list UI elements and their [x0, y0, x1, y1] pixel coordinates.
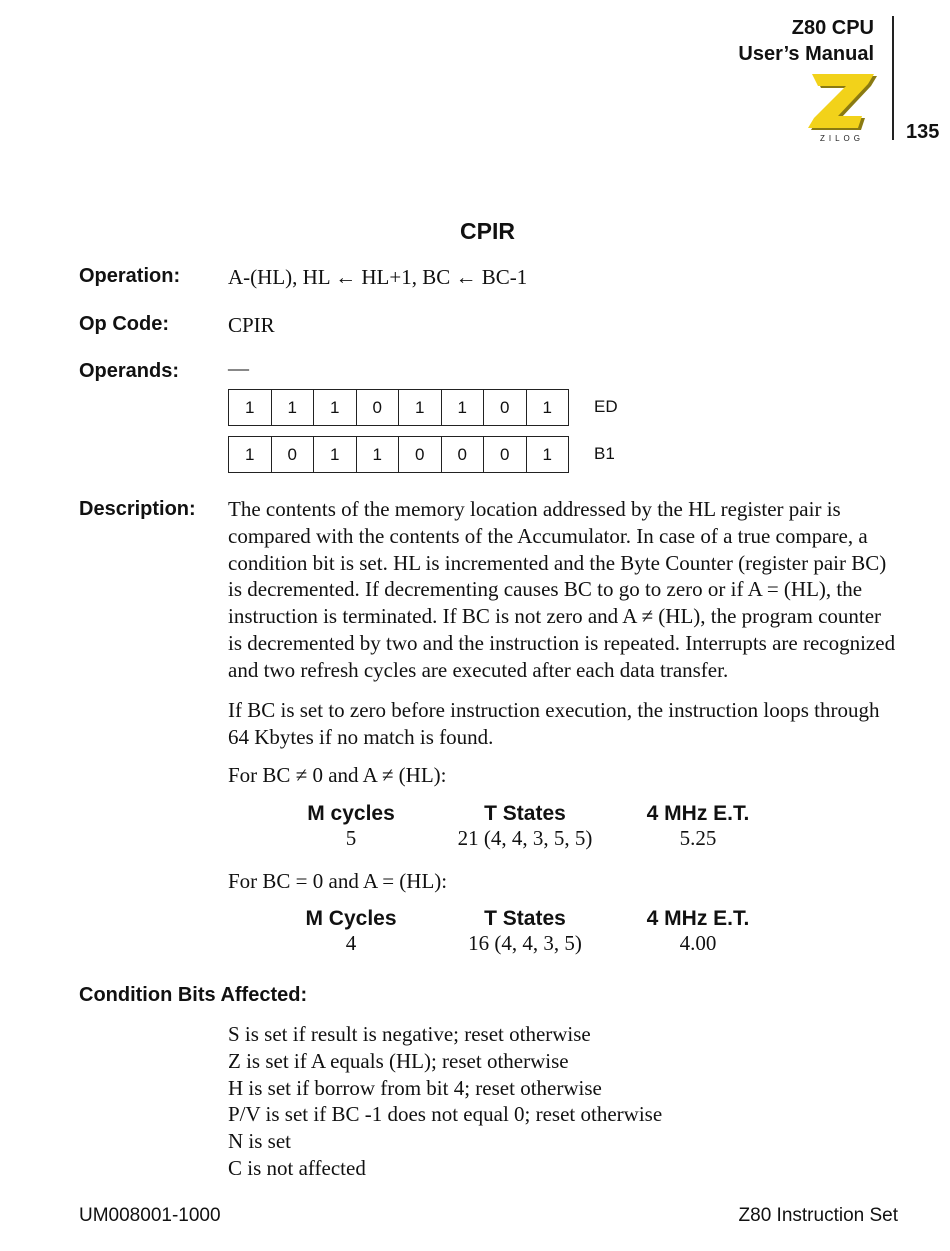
bit-cell: 0	[483, 436, 527, 473]
list-item: S is set if result is negative; reset otherwise	[228, 1022, 591, 1046]
zilog-logo-icon	[806, 70, 878, 144]
bit-cell: 1	[398, 389, 442, 426]
footer-section: Z80 Instruction Set	[738, 1205, 898, 1226]
bit-cell: 1	[441, 389, 485, 426]
bit-cell: 1	[526, 436, 570, 473]
list-item: H is set if borrow from bit 4; reset otherwise	[228, 1075, 602, 1100]
page-number: 135	[906, 121, 940, 143]
list-item: N is set	[228, 1129, 291, 1154]
bit-cell: 1	[313, 389, 357, 426]
header-product: Z80 CPU	[791, 17, 874, 39]
timing-1-tstates	[430, 802, 620, 851]
timing-2-mcycles	[280, 907, 422, 956]
bit-cell: 1	[356, 436, 400, 473]
footer-doc-id: UM008001-1000	[79, 1205, 221, 1226]
col-value: 5.25	[679, 826, 717, 850]
bit-cell: 1	[228, 436, 272, 473]
col-header: 4 MHz E.T.	[646, 802, 750, 825]
timing-2-tstates	[430, 907, 620, 956]
col-header: T States	[484, 907, 566, 930]
col-header: M cycles	[307, 802, 395, 825]
list-item: Z is set if A equals (HL); reset otherwise	[228, 1048, 569, 1073]
col-value: 4	[345, 931, 357, 955]
bit-cell: 1	[313, 436, 357, 473]
bit-cell: 0	[441, 436, 485, 473]
operation-value: A-(HL), HL ← HL+1, BC ← BC-1	[228, 265, 528, 289]
list-item: P/V is set if BC -1 does not equal 0; reset otherwise	[228, 1102, 663, 1127]
description-paragraph-1: The contents of the memory location addressed by the HL register pair is compared with the contents of the Accumulator. In case of a true compare, a condition bit is set. HL is incremented and the Byte Counter (register pair BC) is decremented. If decrementing causes BC to go to zero or if A = (HL), the instruction is terminated. If BC is not zero and A ≠ (HL), the program counter is decremented by two and the instruction is repeated. Interrupts are recognized and two refresh cycles are executed after each data transfer.	[228, 497, 896, 682]
opcode-value: CPIR	[228, 313, 275, 337]
svg-text:ZILOG: ZILOG	[819, 134, 865, 143]
instruction-title: CPIR	[460, 218, 515, 244]
description-paragraph-2: If BC is set to zero before instruction execution, the instruction loops through 64 Kbytes if no match is found.	[228, 698, 880, 749]
col-value: 5	[345, 826, 357, 850]
condition-bits-list	[228, 1021, 662, 1182]
description-label: Description:	[79, 498, 196, 520]
operands-value: —	[228, 356, 249, 380]
bit-cell: 1	[271, 389, 315, 426]
bit-cell: 1	[228, 389, 272, 426]
bit-cell: 0	[356, 389, 400, 426]
opcode-hex-1: ED	[594, 397, 618, 416]
operands-label: Operands:	[79, 360, 180, 382]
opcode-hex-2: B1	[594, 444, 615, 463]
opcode-byte-2	[228, 436, 569, 473]
bit-cell: 1	[526, 389, 570, 426]
bit-cell: 0	[398, 436, 442, 473]
bit-cell: 0	[483, 389, 527, 426]
timing-condition-1: For BC ≠ 0 and A ≠ (HL):	[228, 763, 447, 787]
timing-2-et	[628, 907, 768, 956]
timing-1-et	[628, 802, 768, 851]
opcode-byte-1	[228, 389, 569, 426]
timing-1-mcycles	[280, 802, 422, 851]
col-value: 21 (4, 4, 3, 5, 5)	[457, 826, 593, 850]
manual-header	[738, 15, 874, 67]
condition-bits-label: Condition Bits Affected:	[79, 984, 308, 1006]
col-header: T States	[484, 802, 566, 825]
list-item: C is not affected	[228, 1155, 366, 1180]
col-value: 16 (4, 4, 3, 5)	[468, 931, 582, 955]
header-divider	[892, 16, 894, 140]
opcode-label: Op Code:	[79, 313, 169, 335]
header-manual-title: User’s Manual	[738, 43, 874, 65]
timing-condition-2: For BC = 0 and A = (HL):	[228, 869, 448, 893]
col-header: M Cycles	[305, 907, 397, 930]
col-header: 4 MHz E.T.	[646, 907, 750, 930]
operation-label: Operation:	[79, 265, 181, 287]
bit-cell: 0	[271, 436, 315, 473]
col-value: 4.00	[679, 931, 717, 955]
